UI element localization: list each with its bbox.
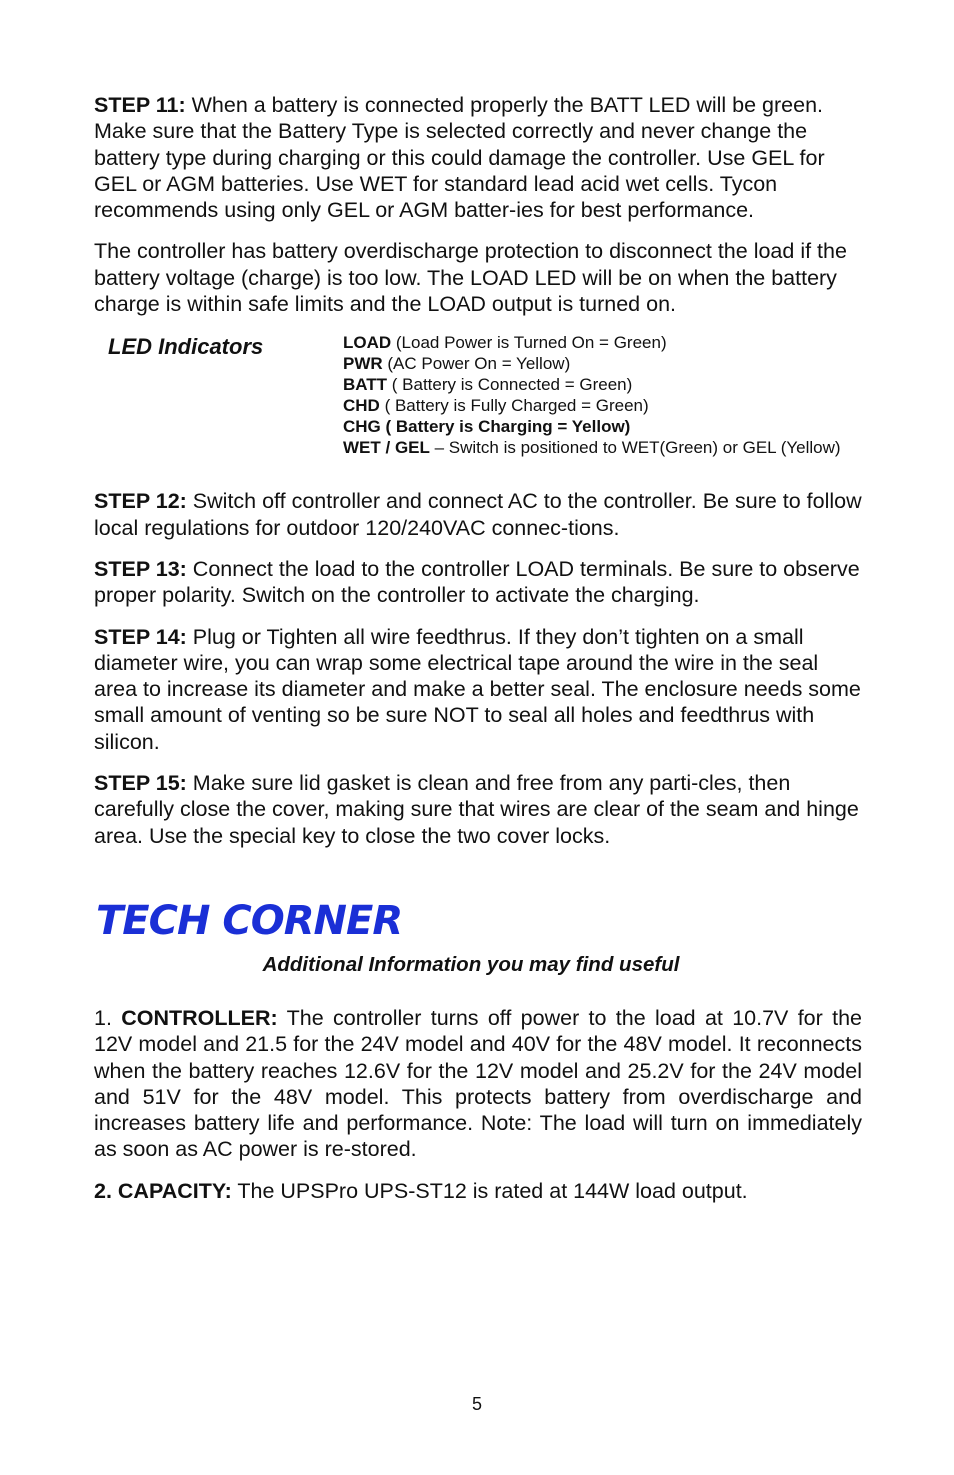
step-11-label: STEP 11: (94, 93, 186, 117)
led-item-desc: (Load Power is Turned On = Green) (391, 333, 667, 353)
led-indicators-list (343, 332, 862, 458)
step-13-text: Connect the load to the controller LOAD terminals. Be sure to observe proper polarity. Switch on the controller to activate the charging. (94, 556, 860, 608)
tech-corner-title: TECH CORNER (96, 897, 403, 944)
page-number: 5 (471, 1394, 482, 1414)
step-14-text: Plug or Tighten all wire feedthrus. If they don’t tighten on a small diameter wire, you can wrap some electrical tape around the wire in the seal area to increase its diameter and make a better seal. The enclosure needs some small amount of venting so be sure NOT to seal all holes and feedthrus with silicon. (94, 624, 861, 754)
led-item-label: LOAD (343, 333, 392, 353)
led-item-chg (343, 416, 862, 437)
controller-text: The controller turns off power to the load at 10.7V for the 12V model and 21.5 for the 24V model and 40V for the 48V model. It reconnects when the battery reaches 12.6V for the 12V model and 25.2V for the 24V model and 51V for the 48V model. This protects battery from overdischarge and increases battery life and performance. Note: The load will turn on immediately as soon as AC power is re-stored. (94, 1005, 862, 1162)
led-indicators-title: LED Indicators (108, 334, 264, 360)
step-12-label: STEP 12: (94, 489, 187, 514)
led-item-chd (343, 395, 862, 416)
step-14-label: STEP 14: (94, 624, 187, 649)
step-15-label: STEP 15: (94, 771, 187, 796)
tech-corner-subtitle: Additional Information you may find useful (262, 952, 680, 976)
controller-label: CONTROLLER: (121, 1005, 278, 1030)
step-12-paragraph (94, 488, 862, 541)
led-item-desc: ( Battery is Fully Charged = Green) (379, 396, 649, 416)
step-12-text: Switch off controller and connect AC to the controller. Be sure to follow local regulations for outdoor 120/240VAC connec-tions. (94, 489, 862, 540)
step-13-label: STEP 13: (94, 556, 187, 581)
led-item-label: CHD (343, 396, 380, 416)
step-13-paragraph (94, 556, 862, 609)
step-14-paragraph (94, 624, 862, 755)
step-11-paragraph (94, 92, 862, 223)
overdischarge-paragraph: The controller has battery overdischarge protection to disconnect the load if the battery voltage (charge) is too low. The LOAD LED will be on when the battery charge is within safe limits and the LOAD output is turned on. (94, 239, 847, 317)
page-content (94, 92, 862, 1219)
led-item-desc: (AC Power On = Yellow) (382, 354, 571, 374)
led-item-desc: – Switch is positioned to WET(Green) or GEL (Yellow) (429, 438, 841, 458)
capacity-text: The UPSPro UPS-ST12 is rated at 144W load output. (231, 1178, 748, 1203)
led-item-label: PWR (343, 354, 383, 374)
step-11-text: When a battery is connected properly the BATT LED will be green. Make sure that the Battery Type is selected correctly and never change the battery type during charging or this could damage the controller. Use GEL for GEL or AGM batteries. Use WET for standard lead acid wet cells. Tycon recommends using only GEL or AGM batter-ies for best performance. (94, 93, 825, 223)
capacity-paragraph (94, 1178, 862, 1204)
step-15-paragraph (94, 770, 862, 849)
led-item-pwr (343, 353, 862, 374)
led-item-label: BATT (343, 375, 388, 395)
led-indicators-section (94, 332, 862, 458)
led-item-wet-gel (343, 437, 862, 458)
led-item-batt (343, 374, 862, 395)
led-item-load (343, 332, 862, 353)
step-15-text: Make sure lid gasket is clean and free from any parti-cles, then carefully close the cover, making sure that wires are clear of the seam and hinge area. Use the special key to close the two cover locks. (94, 771, 859, 848)
led-item-desc: ( Battery is Connected = Green) (387, 375, 633, 395)
led-item-label: CHG ( Battery is Charging = Yellow) (343, 417, 631, 437)
capacity-label: 2. CAPACITY: (94, 1178, 232, 1203)
led-item-label: WET / GEL (343, 438, 430, 458)
controller-paragraph (94, 1005, 862, 1163)
item-number: 1. (94, 1005, 122, 1030)
